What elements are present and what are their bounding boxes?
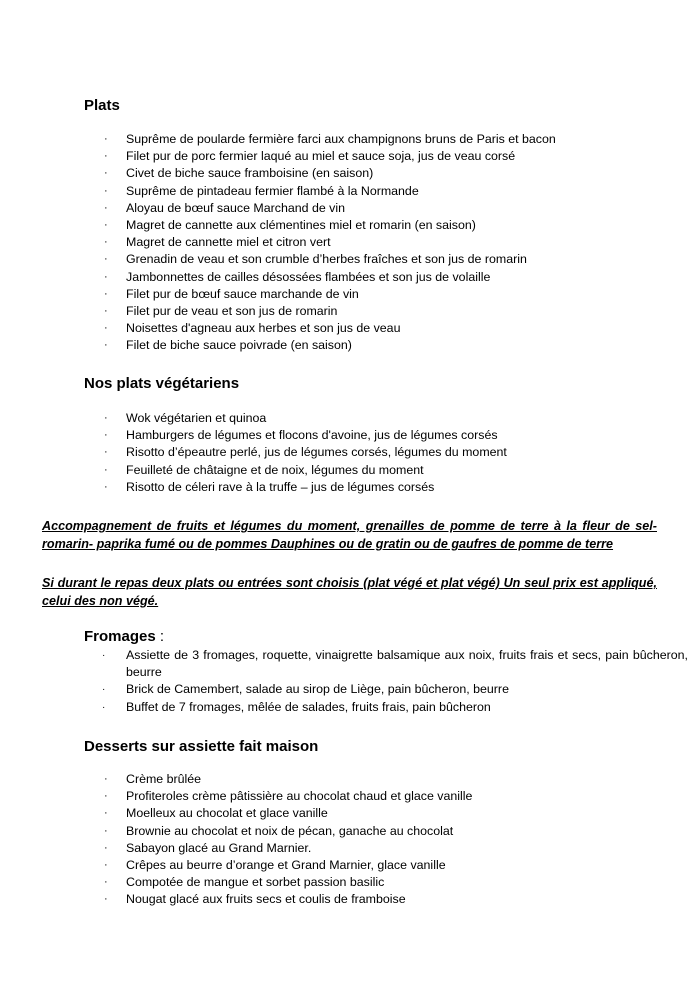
- prix-note: Si durant le repas deux plats ou entrées sont choisis (plat végé et plat végé) Un seul prix est appliqué, celui des non végé.: [42, 576, 657, 608]
- accompagnement-note: Accompagnement de fruits et légumes du moment, grenailles de pomme de terre à la fleur de sel-romarin- paprika fumé ou de pommes Dauphines ou de gratin ou de gaufres de pomme de terre: [42, 519, 657, 551]
- list-item-text: Wok végétarien et quinoa: [126, 411, 267, 425]
- desserts-heading: Desserts sur assiette fait maison: [84, 738, 319, 755]
- list-item-text: Magret de cannette miel et citron vert: [126, 235, 331, 250]
- bullet-icon: ·: [102, 684, 106, 696]
- list-item-text: Magret de cannette aux clémentines miel et romarin (en saison): [126, 218, 476, 233]
- bullet-icon: ·: [104, 287, 108, 300]
- list-item-text: Nougat glacé aux fruits secs et coulis de framboise: [126, 892, 406, 907]
- desserts-list: [104, 771, 472, 909]
- dessert-item: [104, 771, 472, 788]
- list-item-text: Jambonnettes de cailles désossées flambées et son jus de volaille: [126, 269, 491, 284]
- list-item-text: Feuilleté de châtaigne et de noix, légumes du moment: [126, 462, 424, 477]
- list-item-text: Grenadin de veau et son crumble d’herbes fraîches et son jus de romarin: [126, 252, 527, 267]
- plat-item: [104, 183, 556, 200]
- bullet-icon: ·: [104, 463, 108, 476]
- list-item-text: Civet de biche sauce framboisine (en saison): [126, 166, 374, 181]
- plat-item: [104, 234, 556, 251]
- bullet-icon: ·: [104, 429, 108, 442]
- list-item-text: Crêpes au beurre d’orange et Grand Marnier, glace vanille: [126, 858, 446, 873]
- plats-list: [104, 131, 556, 355]
- bullet-icon: ·: [104, 859, 108, 872]
- list-item-text: Crème brûlée: [126, 772, 202, 786]
- bullet-icon: ·: [104, 270, 108, 283]
- bullet-icon: ·: [104, 339, 108, 352]
- vegetarien-item: [104, 410, 507, 427]
- dessert-item: [104, 788, 472, 805]
- bullet-icon: ·: [104, 773, 108, 785]
- bullet-icon: ·: [104, 824, 108, 837]
- fromages-heading: [84, 628, 164, 646]
- list-item-text: Brick de Camembert, salade au sirop de Liège, pain bûcheron, beurre: [126, 682, 509, 697]
- bullet-icon: ·: [104, 480, 108, 493]
- dessert-item: [104, 840, 472, 857]
- list-item-text: Noisettes d'agneau aux herbes et son jus de veau: [126, 321, 401, 336]
- list-item-text: Assiette de 3 fromages, roquette, vinaigrette balsamique aux noix, fruits frais et secs, pain bûcheron, beurre: [126, 648, 688, 680]
- dessert-item: [104, 823, 472, 840]
- bullet-icon: ·: [104, 446, 108, 459]
- plat-item: [104, 200, 556, 217]
- bullet-icon: ·: [104, 201, 108, 214]
- bullet-icon: ·: [104, 253, 108, 266]
- fromages-title: Fromages: [84, 628, 156, 645]
- list-item-text: Suprême de pintadeau fermier flambé à la Normande: [126, 183, 419, 198]
- vegetarien-item: [104, 444, 507, 461]
- bullet-icon: ·: [104, 790, 108, 803]
- list-item-text: Sabayon glacé au Grand Marnier.: [126, 840, 312, 855]
- bullet-icon: ·: [104, 184, 108, 197]
- bullet-icon: ·: [104, 219, 108, 232]
- plat-item: [104, 251, 556, 268]
- list-item-text: Compotée de mangue et sorbet passion basilic: [126, 875, 385, 890]
- fromages-list: [100, 647, 688, 716]
- bullet-icon: ·: [104, 841, 108, 854]
- vegetarien-item: [104, 462, 507, 479]
- plat-item: [104, 320, 556, 337]
- vegetarien-item: [104, 427, 507, 444]
- plat-item: [104, 148, 556, 165]
- bullet-icon: ·: [104, 236, 108, 249]
- dessert-item: [104, 874, 472, 891]
- bullet-icon: ·: [104, 305, 108, 318]
- dessert-item: [104, 805, 472, 822]
- list-item-text: Moelleux au chocolat et glace vanille: [126, 806, 328, 821]
- bullet-icon: ·: [104, 150, 108, 163]
- bullet-icon: ·: [102, 650, 106, 661]
- fromages-title-suffix: :: [155, 628, 165, 645]
- list-item-text: Brownie au chocolat et noix de pécan, ganache au chocolat: [126, 823, 454, 838]
- list-item-text: Filet pur de porc fermier laqué au miel et sauce soja, jus de veau corsé: [126, 149, 516, 164]
- plat-item: [104, 337, 556, 354]
- list-item-text: Risotto de céleri rave à la truffe – jus de légumes corsés: [126, 479, 435, 494]
- bullet-icon: ·: [104, 807, 108, 820]
- bullet-icon: ·: [104, 167, 108, 180]
- list-item-text: Suprême de poularde fermière farci aux champignons bruns de Paris et bacon: [126, 132, 556, 146]
- list-item-text: Risotto d’épeautre perlé, jus de légumes corsés, légumes du moment: [126, 445, 507, 460]
- bullet-icon: ·: [102, 701, 106, 713]
- dessert-item: [104, 891, 472, 908]
- bullet-icon: ·: [104, 412, 108, 424]
- plat-item: [104, 286, 556, 303]
- list-item-text: Profiteroles crème pâtissière au chocolat chaud et glace vanille: [126, 789, 473, 804]
- bullet-icon: ·: [104, 322, 108, 335]
- plat-item: [104, 269, 556, 286]
- list-item-text: Filet pur de veau et son jus de romarin: [126, 304, 338, 319]
- plat-item: [104, 217, 556, 234]
- bullet-icon: ·: [104, 133, 108, 145]
- fromage-item: [100, 647, 688, 681]
- list-item-text: Hamburgers de légumes et flocons d'avoine, jus de légumes corsés: [126, 428, 498, 443]
- plat-item: [104, 303, 556, 320]
- list-item-text: Filet de biche sauce poivrade (en saison): [126, 338, 352, 353]
- vegetarien-list: [104, 410, 507, 496]
- vegetarien-item: [104, 479, 507, 496]
- plat-item: [104, 131, 556, 148]
- bullet-icon: ·: [104, 876, 108, 889]
- list-item-text: Aloyau de bœuf sauce Marchand de vin: [126, 200, 346, 215]
- list-item-text: Buffet de 7 fromages, mêlée de salades, fruits frais, pain bûcheron: [126, 699, 491, 714]
- dessert-item: [104, 857, 472, 874]
- bullet-icon: ·: [104, 893, 108, 906]
- fromage-item: [100, 681, 688, 698]
- plats-heading: Plats: [84, 97, 120, 114]
- plat-item: [104, 165, 556, 182]
- fromage-item: [100, 699, 688, 716]
- list-item-text: Filet pur de bœuf sauce marchande de vin: [126, 286, 359, 301]
- vegetarien-heading: Nos plats végétariens: [84, 375, 240, 392]
